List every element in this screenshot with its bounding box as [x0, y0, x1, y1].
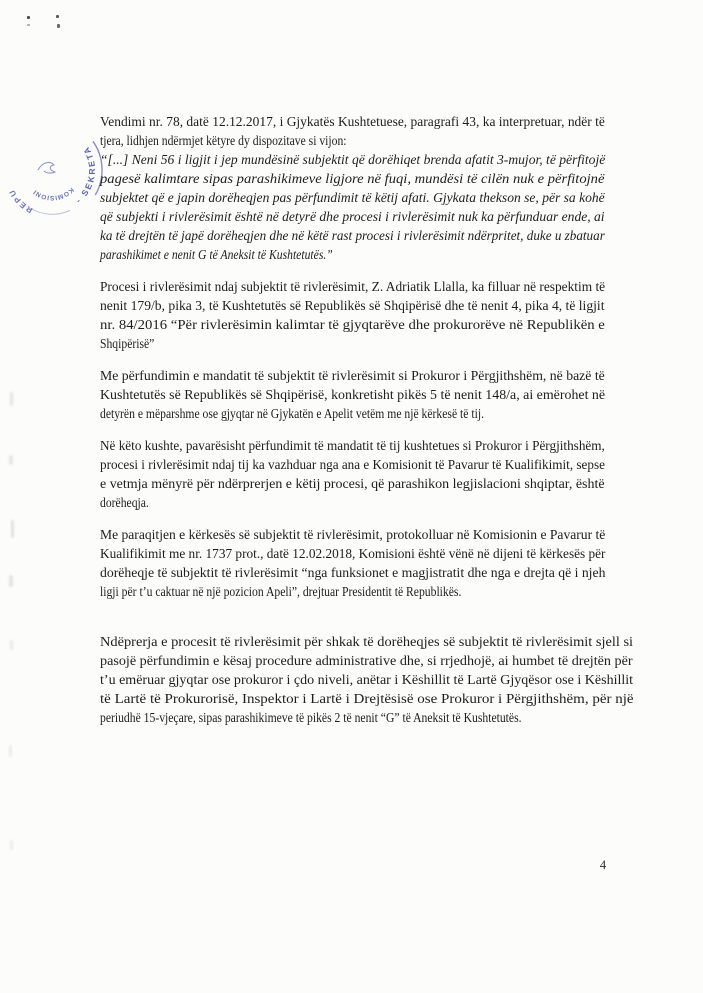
paragraph	[100, 525, 605, 601]
text-line-content: Vendimi nr. 78, datë 12.12.2017, i Gjykatës Kushtetuese, paragrafi 43, ka interpretuar, ndër të	[100, 114, 605, 129]
text-line-content: e vetmja mënyrë për ndërprerjen e këtij procesi, që parashikon legjislacioni shqiptar, është	[100, 476, 605, 491]
text-line	[100, 169, 605, 188]
scan-smudge	[9, 575, 13, 587]
text-line-content: dorëheqja.	[100, 495, 149, 510]
text-line	[100, 296, 605, 315]
scan-smudge	[11, 520, 14, 538]
svg-text:KOMISIONI	[32, 186, 75, 201]
text-line-content: tjera, lidhjen ndërmjet këtyre dy dispozitave si vijon:	[100, 133, 347, 148]
paragraph	[100, 632, 633, 727]
text-line-content: periudhë 15-vjeçare, sipas parashikimeve të pikës 2 të nenit “G” të Aneksit të Kushtetutës.	[100, 710, 522, 725]
text-line-content: nenit 179/b, pika 3, të Kushtetutës së Republikës së Shqipërisë dhe të nenit 4, pika 4, të ligjit	[100, 298, 605, 313]
text-line-content: Kushtetutës së Republikës së Shqipërisë, konkretisht pikës 5 të nenit 148/a, ai emërohet në	[100, 387, 606, 402]
text-line-content: ka të drejtën të japë dorëheqjen dhe në këtë rast procesi i rivlerësimit ndërpritet, duke u zbatuar	[100, 228, 605, 243]
punch-dot	[57, 24, 60, 28]
text-line	[100, 563, 605, 582]
text-line	[100, 493, 605, 512]
stamp-ring-text-lower: REPU	[6, 187, 35, 215]
text-line	[100, 334, 605, 353]
text-line-content: ligji për t’u caktuar në një pozicion Apeli”, drejtuar Presidentit të Republikës.	[100, 584, 462, 599]
paragraph	[100, 436, 605, 512]
text-line	[100, 188, 605, 207]
text-line	[100, 582, 605, 601]
text-line	[100, 670, 633, 689]
svg-text:- SEKRETA	[74, 144, 97, 205]
text-line-content: subjektet që e japin dorëheqjen pas përfundimit të këtij afati. Gjykata thekson se, për sa kohë	[100, 190, 605, 205]
text-line-content: Ndëprerja e procesit të rivlerësimit për shkak të dorëheqjes së subjektit të rivlerësimit sjell si	[100, 634, 634, 649]
paragraph	[100, 150, 605, 264]
text-line	[100, 474, 605, 493]
text-line-content: pasojë përfundimin e kësaj procedure administrative dhe, si rrjedhojë, ai humbet të drejtën për	[100, 653, 633, 668]
document-body	[100, 112, 634, 740]
text-line-content: dorëheqje të subjektit të rivlerësimit “nga funksionet e magjistratit dhe nga e drejta që i njeh	[100, 565, 606, 580]
text-line	[100, 112, 605, 131]
scan-smudge	[9, 745, 12, 757]
scan-smudge	[10, 392, 13, 406]
paragraph	[100, 112, 605, 150]
text-line	[100, 544, 605, 563]
text-line-content: Me përfundimin e mandatit të subjektit të rivlerësimit si Prokuror i Përgjithshëm, në bazë të	[100, 368, 605, 383]
scan-smudge	[10, 640, 13, 650]
text-line-content: t’u emëruar gjyqtar ose prokuror i çdo niveli, anëtar i Këshillit të Lartë Gjyqësor ose i Këshillit	[100, 672, 634, 687]
text-line-content: procesi i rivlerësimit ndaj tij ka vazhduar nga ana e Komisionit të Pavarur të Kualifikimit, sepse	[100, 457, 605, 472]
text-line	[100, 366, 605, 385]
punch-dot	[27, 24, 30, 26]
text-line	[100, 385, 605, 404]
text-line-content: nr. 84/2016 “Për rivlerësimin kalimtar të gjyqtarëve dhe prokurorëve në Republikën e	[100, 317, 605, 332]
page-number: 4	[599, 858, 607, 872]
text-line-content: “[...] Neni 56 i ligjit i jep mundësinë subjektit që dorëhiqet brenda afatit 3-mujor, të përfitojë	[100, 152, 606, 167]
text-line	[100, 651, 633, 670]
punch-dot	[56, 15, 59, 18]
scan-smudge	[10, 840, 13, 850]
text-line	[100, 150, 605, 169]
text-line	[100, 404, 605, 423]
paragraph	[100, 277, 605, 353]
text-line-content: Procesi i rivlerësimit ndaj subjektit të rivlerësimit, Z. Adriatik Llalla, ka filluar në respektim të	[100, 279, 606, 294]
stamp-inner-text: KOMISIONI	[31, 185, 75, 201]
text-line	[100, 315, 605, 334]
svg-text:REPU	[7, 187, 34, 215]
stamp-emblem-squiggle	[38, 162, 55, 173]
text-line	[100, 525, 605, 544]
text-line-content: Në këto kushte, pavarësisht përfundimit të mandatit të tij kushtetues si Prokuror i Përgjithshëm,	[100, 438, 605, 453]
text-line-content: që subjekti i rivlerësimit është në detyrë dhe procesi i rivlerësimit nuk ka përfunduar ende, ai	[100, 209, 605, 224]
text-line	[100, 207, 605, 226]
text-line-content: të Lartë të Prokurorisë, Inspektor i Lartë i Drejtësisë ose Prokuror i Përgjithshëm, për një	[100, 691, 634, 706]
text-line	[100, 708, 633, 727]
text-line-content: pagesë kalimtare sipas parashikimeve ligjore në fuqi, mundësi të cilën nuk e përfitojnë	[100, 171, 605, 186]
text-line	[100, 689, 633, 708]
text-line	[100, 436, 605, 455]
text-line	[100, 277, 605, 296]
text-line	[100, 226, 605, 245]
text-line	[100, 245, 605, 264]
stamp-ring-text-upper: - SEKRETA	[73, 143, 97, 206]
punch-dot	[27, 16, 30, 19]
text-line-content: Kualifikimit me nr. 1737 prot., datë 12.02.2018, Komisioni është vënë në dijeni të kërkesës për	[100, 546, 606, 561]
text-line	[100, 131, 605, 150]
text-line-content: detyrën e mëparshme ose gjyqtar në Gjykatën e Apelit vetëm me një kërkesë të tij.	[100, 406, 484, 421]
text-line	[100, 455, 605, 474]
paragraph	[100, 366, 605, 423]
stamp-border-arc	[30, 208, 70, 214]
text-line	[100, 632, 633, 651]
text-line-content: parashikimet e nenit G të Aneksit të Kushtetutës.”	[100, 247, 333, 262]
scan-smudge	[9, 455, 13, 465]
text-line-content: Shqipërisë”	[100, 336, 155, 351]
text-line-content: Me paraqitjen e kërkesës së subjektit të rivlerësimit, protokolluar në Komisionin e Pavarur të	[100, 527, 606, 542]
